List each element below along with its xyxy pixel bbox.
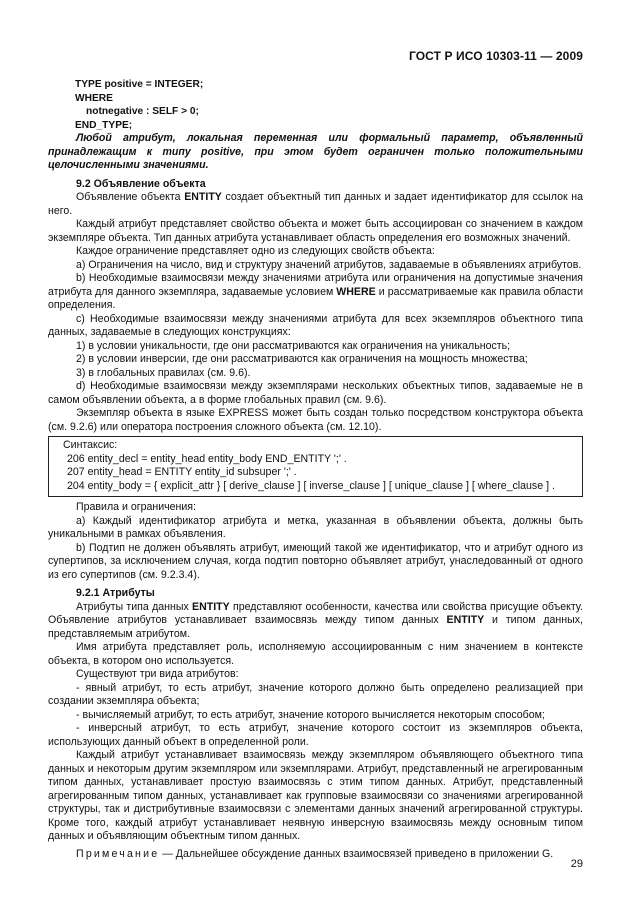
syntax-rule: 206 entity_decl = entity_head entity_body END_ENTITY ';' . [67, 452, 347, 465]
section-heading-9-2-1: 9.2.1 Атрибуты [76, 587, 155, 599]
list-item: 2) в условии инверсии, где они рассматриваются как ограничения на мощность множества; [76, 353, 528, 365]
paragraph: Объявление объекта ENTITY создает объектный тип данных и задает идентификатор для ссылок на него. [48, 191, 583, 217]
note: Примечание — Дальнейшее обсуждение данных взаимосвязей приведено в приложении G. [76, 847, 554, 860]
list-item: 1) в условии уникальности, где они рассматриваются как ограничения на уникальность; [76, 339, 511, 352]
list-item: 3) в глобальных правилах (см. 9.6). [76, 366, 251, 379]
code-line: WHERE [75, 92, 113, 104]
paragraph: Каждое ограничение представляет одно из следующих свойств объекта: [76, 245, 435, 257]
syntax-box [48, 436, 583, 497]
paragraph: Каждый атрибут устанавливает взаимосвязь между экземпляром объявляющего объектного типа данных и некоторым другим экземпляром или экземплярами. Атрибут, представленный не агрегированным типом данных, устанавливает простую взаимосвязь с этим типом данных. Атрибут, представленный агрегированным типом данных, устанавливает как групповые взаимосвязи со значениями агрегированной структуры, так и дистрибутивные взаимосвязи с элементами данных значений агрегированной структуры. Кроме того, каждый атрибут устанавливает неявную инверсную взаимосвязь между основным типом данных и объявляющим объектным типом данных. [48, 749, 583, 842]
page-number: 29 [570, 858, 583, 870]
list-item: - явный атрибут, то есть атрибут, значение которого должно быть определено реализацией при создании экземпляра объекта; [48, 681, 583, 707]
paragraph: Экземпляр объекта в языке EXPRESS может быть создан только посредством конструктора объекта (см. 9.2.6) или оператора построения сложного объекта (см. 12.10). [48, 407, 583, 433]
rules-title: Правила и ограничения: [76, 501, 196, 513]
list-item: - инверсный атрибут, то есть атрибут, значение которого состоит из экземпляров объекта, использующих данный объект в определенной роли. [48, 722, 583, 748]
note-label: Примечание [76, 847, 160, 860]
paragraph: Имя атрибута представляет роль, исполняемую ассоциированным с ним значением в контексте объекта, в котором оно используется. [48, 641, 583, 667]
page-content [48, 78, 583, 861]
list-item: c) Необходимые взаимосвязи между значениями атрибута для всех экземпляров объектного типа данных, задаваемые в следующих конструкциях: [48, 312, 583, 338]
code-line: END_TYPE; [75, 119, 133, 131]
syntax-title: Синтаксис: [63, 439, 118, 451]
paragraph: Каждый атрибут представляет свойство объекта и может быть ассоциирован со значением в каждом экземпляре объекта. Тип данных атрибута устанавливает область определения его возможных значений. [48, 218, 583, 244]
list-item: a) Ограничения на число, вид и структуру значений атрибутов, задаваемые в объявлениях атрибутов. [76, 258, 582, 271]
paragraph: Атрибуты типа данных ENTITY представляют особенности, качества или свойства присущие объекту. Объявление атрибутов устанавливает взаимосвязь между типом данных ENTITY и типом данных, представляемым атрибутом. [48, 600, 583, 640]
running-header: ГОСТ Р ИСО 10303-11 — 2009 [408, 49, 583, 63]
code-line: TYPE positive = INTEGER; [75, 79, 204, 90]
syntax-rule: 207 entity_head = ENTITY entity_id subsuper ';' . [67, 466, 297, 478]
list-item: d) Необходимые взаимосвязи между экземплярами нескольких объектных типов, задаваемые не в самом объявлении объекта, а в форме глобальных правил (см. 9.6). [48, 380, 583, 406]
italic-note: Любой атрибут, локальная переменная или формальный параметр, объявленный принадлежащим к типу positive, при этом будет ограничен только положительными целочисленными значениями. [48, 132, 583, 171]
rule-item: a) Каждый идентификатор атрибута и метка, указанная в объявлении объекта, должны быть уникальными в рамках объявления. [48, 514, 583, 540]
syntax-rule: 204 entity_body = { explicit_attr } [ derive_clause ] [ inverse_clause ] [ unique_clause ] [ where_clause ] . [67, 479, 555, 492]
list-item: - вычисляемый атрибут, то есть атрибут, значение которого вычисляется некоторым способом; [76, 708, 545, 721]
rule-item: b) Подтип не должен объявлять атрибут, имеющий такой же идентификатор, что и атрибут одного из супертипов, за исключением случая, когда подтип повторно объявляет атрибут, унаследованный от одного из его супертипов (см. 9.2.3.4). [48, 541, 583, 581]
list-item: b) Необходимые взаимосвязи между значениями атрибута или ограничения на допустимые значения атрибута для данного экземпляра, задаваемые условием WHERE и рассматриваемые как правила области определения. [48, 272, 583, 311]
paragraph: Существуют три вида атрибутов: [76, 668, 239, 680]
code-line: notnegative : SELF > 0; [86, 106, 199, 117]
section-heading-9-2: 9.2 Объявление объекта [76, 177, 206, 190]
